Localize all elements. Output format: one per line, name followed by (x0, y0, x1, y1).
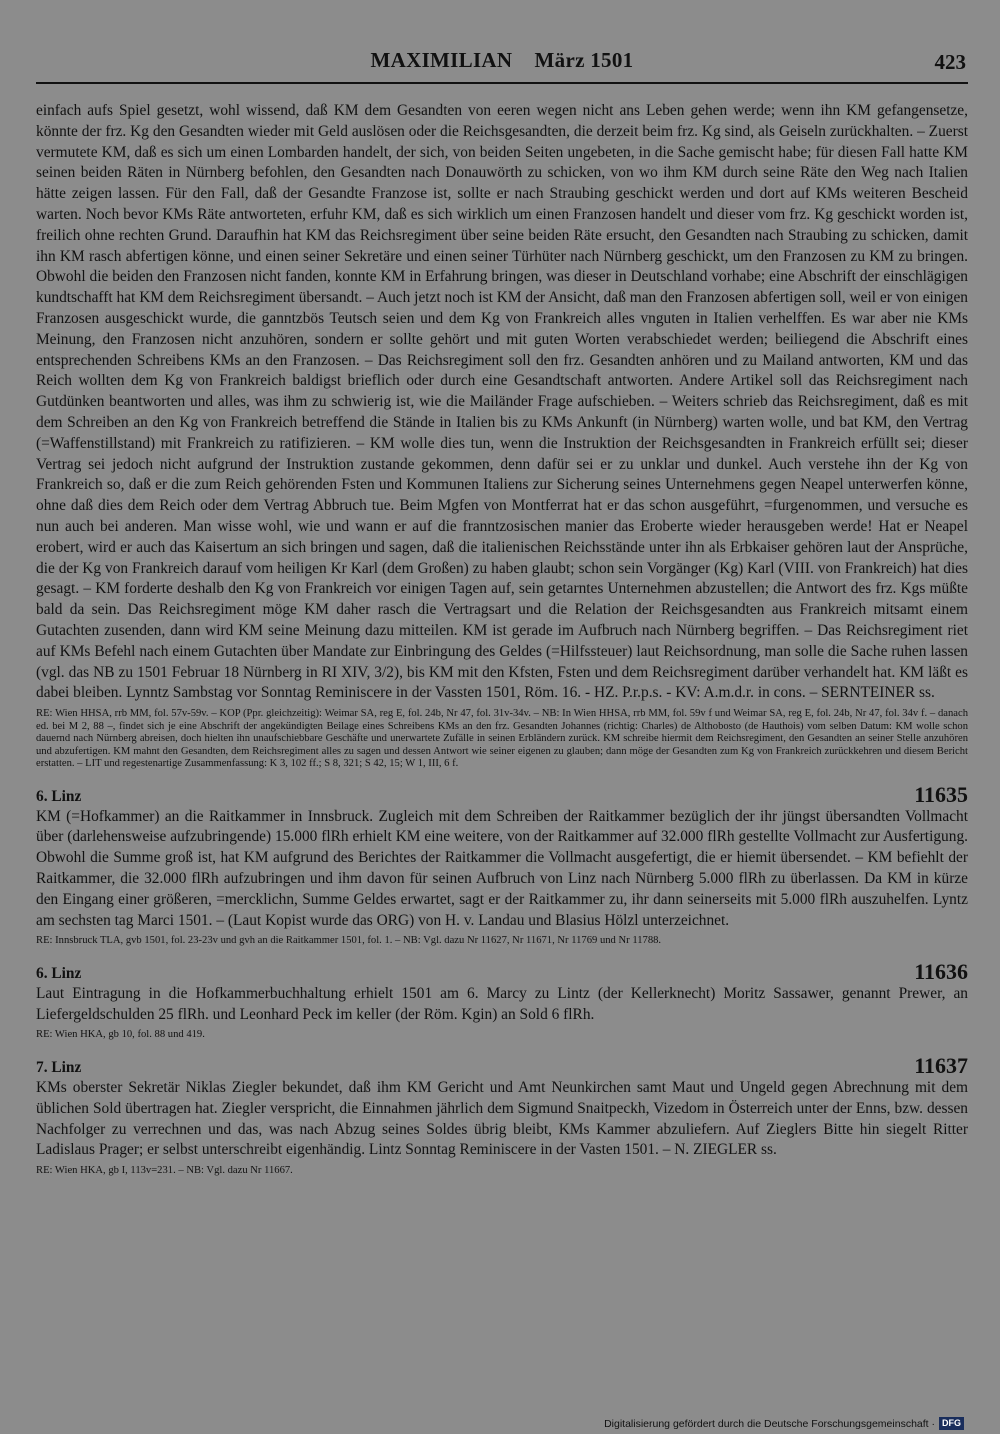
entry-sources: RE: Wien HKA, gb I, 113v=231. – NB: Vgl. dazu Nr 11667. (36, 1165, 293, 1177)
regest-entry (36, 781, 968, 948)
entry-sources: RE: Innsbruck TLA, gvb 1501, fol. 23-23v und gvh an die Raitkammer 1501, fol. 1. – NB: Vgl. dazu Nr 11627, Nr 11671, Nr 11769 und Nr 11788. (36, 935, 662, 947)
page-number: 423 (934, 50, 966, 74)
running-title: MAXIMILIAN März 1501 (370, 48, 634, 72)
entry-text: KMs oberster Sekretär Niklas Ziegler bekundet, daß ihm KM Gericht und Amt Neunkirchen samt Maut und Ungeld gegen Abrechnung mit dem üblichen Sold übertragen hat. Ziegler verspricht, die Einnahmen jährlich dem Sigmund Snaitpeckh, Vizedom in Österreich unter der Enns, bzw. dessen Nachfolger zu verrechnen und das, was nach Abzug seines Soldes übrig bleibt, KMs Kammer abzuliefern. Auf Zieglers Bitte hin siegelt Ritter Ladislaus Prager; er selbst unterschreibt eigenhändig. Lintz Sonntag Reminiscere in der Vasten 1501. – N. ZIEGLER ss. (36, 1078, 968, 1159)
entry-number: 11636 (914, 958, 968, 984)
entry-header (36, 958, 968, 984)
regest-entry (36, 1052, 968, 1178)
entry-place: 6. Linz (36, 964, 82, 982)
continuation-sources: RE: Wien HHSA, rrb MM, fol. 57v-59v. – KOP (Ppr. gleichzeitig): Weimar SA, reg E, fol. 24b, Nr 47, fol. 31v-34v. – NB: In Wien HHSA, rrb MM, fol. 59v f und Weimar SA, reg E, fol. 24b, Nr 47, fol. 34v f. – danach ed. bei M 2, 88 –, findet sich je eine Abschrift der angekündigten Beilage eines Schreibens KMs an den frz. Gesandten Johannes (richtig: Charles) de Althobosto (de Hauthois) vom selben Datum: KM wolle schon dauernd nach Nürnberg abreisen, doch hielten ihn unaufschiebbare Geschäfte und unerwartete Zufälle in seinen Erbländern zurück. KM schreibe hiermit dem Reichsregiment, den Gesandten an seiner Stelle anzuhören und abzufertigen. KM mahnt den Gesandten, dem Reichsregiment alles zu sagen und dessen Antwort wie seiner eigenen zu glauben; dann möge der Gesandten zum Kg von Frankreich zurückkehren und diesem Bericht erstatten. – LIT und regestenartige Zusammenfassung: K 3, 102 ff.; S 8, 321; S 42, 15; W 1, III, 6 f. (36, 708, 968, 770)
page-body (36, 101, 968, 1178)
entry-header (36, 1052, 968, 1078)
regest-entry (36, 958, 968, 1042)
entry-sources: RE: Wien HKA, gb 10, fol. 88 und 419. (36, 1029, 205, 1041)
entry-place: 6. Linz (36, 787, 82, 805)
dfg-logo: DFG (939, 1417, 964, 1430)
running-header (36, 44, 968, 84)
entry-number: 11635 (914, 781, 968, 807)
funding-note (604, 1417, 964, 1430)
entry-text: Laut Eintragung in die Hofkammerbuchhaltung erhielt 1501 am 6. Marcy zu Lintz (der Kellerknecht) Moritz Sassawer, genannt Prewer, an Liefergeldschulden 25 flRh. und Leonhard Peck im keller (der Röm. Kgin) an Sold 6 flRh. (36, 984, 968, 1023)
entry-header (36, 781, 968, 807)
funding-text: Digitalisierung gefördert durch die Deutsche Forschungsgemeinschaft · (604, 1417, 935, 1430)
entry-text: KM (=Hofkammer) an die Raitkammer in Innsbruck. Zugleich mit dem Schreiben der Raitkammer bezüglich der ihr jüngst übersandten Vollmacht über (darlehensweise aufzubringende) 15.000 flRh erhielt KM eine weitere, von der Raitkammer auf 32.000 flRh gestellte Vollmacht zur Ausfertigung. Obwohl die Summe groß ist, hat KM aufgrund des Berichtes der Raitkammer die Vollmacht ausgefertigt, die er hiemit übersendet. – KM befiehlt der Raitkammer, die 32.000 flRh aufzubringen und ihm davon für seinen Aufbruch von Linz nach Nürnberg 5.000 flRh zu überlassen. Da KM in kürze den Eingang einer größeren, =mercklichn, Summe Geldes erwartet, sagt er der Raitkammer zu, ihr dann seinerseits mit 5.000 flRh auszuhelfen. Lyntz am sechsten tag Marci 1501. – (Laut Kopist wurde das ORG) von H. v. Landau und Blasius Hölzl unterzeichnet. (36, 807, 968, 929)
continuation-text: einfach aufs Spiel gesetzt, wohl wissend, daß KM dem Gesandten von eeren wegen nicht ans Leben gehen werde; wenn ihn KM gefangensetze, könnte der frz. Kg den Gesandten wieder mit Geld auslösen oder die Reichsgesandten, die derzeit beim frz. Kg sind, als Geiseln zurückhalten. – Zuerst vermutete KM, daß es sich um einen Lombarden handelt, der sich, von beiden Seiten ungebeten, in die Sache gemischt habe; für diesen Fall hatte KM seinen beiden Räten in Nürnberg befohlen, den Gesandten nach Donauwörth zu schicken, von wo ihm KM durch seine Räte den Weg nach Italien hätte zeigen lassen. Für den Fall, daß der Gesandte Franzose ist, sollte er nach Straubing geschickt werden und dort auf KMs weiteren Bescheid warten. Noch bevor KMs Räte antworteten, erfuhr KM, daß es sich wirklich um einen Franzosen handelt und dieser vom frz. Kg geschickt worden ist, freilich ohne rechten Grund. Daraufhin hat KM das Reichsregiment über seine beiden Räte ersucht, den Gesandten nach Straubing zu schicken, damit ihn KM rasch abfertigen könne, und einen seiner Sekretäre und einen seiner Türhüter nach Nürnberg geschickt, um den Franzosen zu KM zu bringen. Obwohl die beiden den Franzosen nicht fanden, konnte KM in Erfahrung bringen, was dieser in Deutschland vorhabe; eine Abschrift der einschlägigen kundtschafft hat KM dem Reichsregiment übersandt. – Auch jetzt noch ist KM der Ansicht, daß man den Franzosen abfertigen soll, weil er von einigen Franzosen ausgeschickt wurde, die ganntzbös Teutsch seien und dem Kg von Frankreich alles vnguten in Italien verhelffen. Es war aber nie KMs Meinung, den Franzosen nicht anzuhören, sondern er sollte gehört und mit guten Worten verabschiedet werden; beiliegend die Abschrift eines entsprechenden Schreibens KMs an den Franzosen. – Das Reichsregiment soll den frz. Gesandten anhören und zu Mailand antworten, KM und das Reich wollten dem Kg von Frankreich baldigst brieflich oder durch eine Gesandtschaft antworten. Andere Artikel soll das Reichsregiment nach Gutdünken beantworten und alles, was ihm zu schwierig ist, wie die Mailänder Frage aufschieben. – Weiters schrieb das Reichsregiment, daß es mit dem Schreiben an den Kg von Frankreich betreffend die Stände in Italien bis zu KMs Ankunft (in Nürnberg) warten wolle, und bat KM, den Vertrag (=Waffenstillstand) mit Frankreich zu ratifizieren. – KM wolle dies tun, wenn die Instruktion der Reichsgesandten in Frankreich erfüllt sei; dieser Vertrag sei jedoch nicht aufgrund der Instruktion zustande gekommen, denn dafür sei er zu unklar und dunkel. Auch verstehe ihn der Kg von Frankreich so, daß er die zum Reich gehörenden Fsten und Kommunen Italiens zur Sicherung seines Unternehmens gegen Neapel unterwerfen könne, ohne daß dies dem Reich oder dem Vertrag Abbruch tue. Beim Mgfen von Montferrat hat er das schon ausgeführt, =furgenommen, und versuche es nun auch bei anderen. Man wisse wohl, wie und wann er auf die franntzosischen manier das Eroberte wieder herausgeben werde! Hat er Neapel erobert, wird er auch das Kaisertum an sich bringen und sagen, daß die italienischen Reichsstände unter ihn als Erbkaiser gehören laut der Ansprüche, die der Kg von Frankreich darauf vom heiligen Kr Karl (dem Großen) zu haben glaubt; schon sein Vorgänger (Kg) Karl (VIII. von Frankreich) hat dies gesagt. – KM forderte deshalb den Kg von Frankreich vor einigen Tagen auf, sein getarntes Unternehmen abzustellen; die Antwort des frz. Kgs müßte bald da sein. Das Reichsregiment möge KM daher rasch die Vertragsart und die Relation der Reichsgesandten aus Frankreich mitsamt einem Gutachten zusenden, dann wird KM seine Meinung dazu mitteilen. KM ist gerade im Aufbruch nach Nürnberg begriffen. – Das Reichsregiment riet auf KMs Befehl nach einem Gutachten über Mandate zur Einbringung des Geldes (=Hilfssteuer) laut Reichsordnung, man solle die Sache ruhen lassen (vgl. das NB zu 1501 Februar 18 Nürnberg in RI XIV, 3/2), bis KM mit den Kfsten, Fsten und dem Reichsregiment darüber verhandelt hat. KM läßt es dabei bleiben. Lynntz Sambstag vor Sonntag Reminiscere in der Vassten 1501, Röm. 16. - HZ. P.r.p.s. - KV: A.m.d.r. in cons. – SERNTEINER ss. (36, 102, 968, 702)
entry-number: 11637 (914, 1052, 968, 1078)
entry-place: 7. Linz (36, 1058, 82, 1076)
